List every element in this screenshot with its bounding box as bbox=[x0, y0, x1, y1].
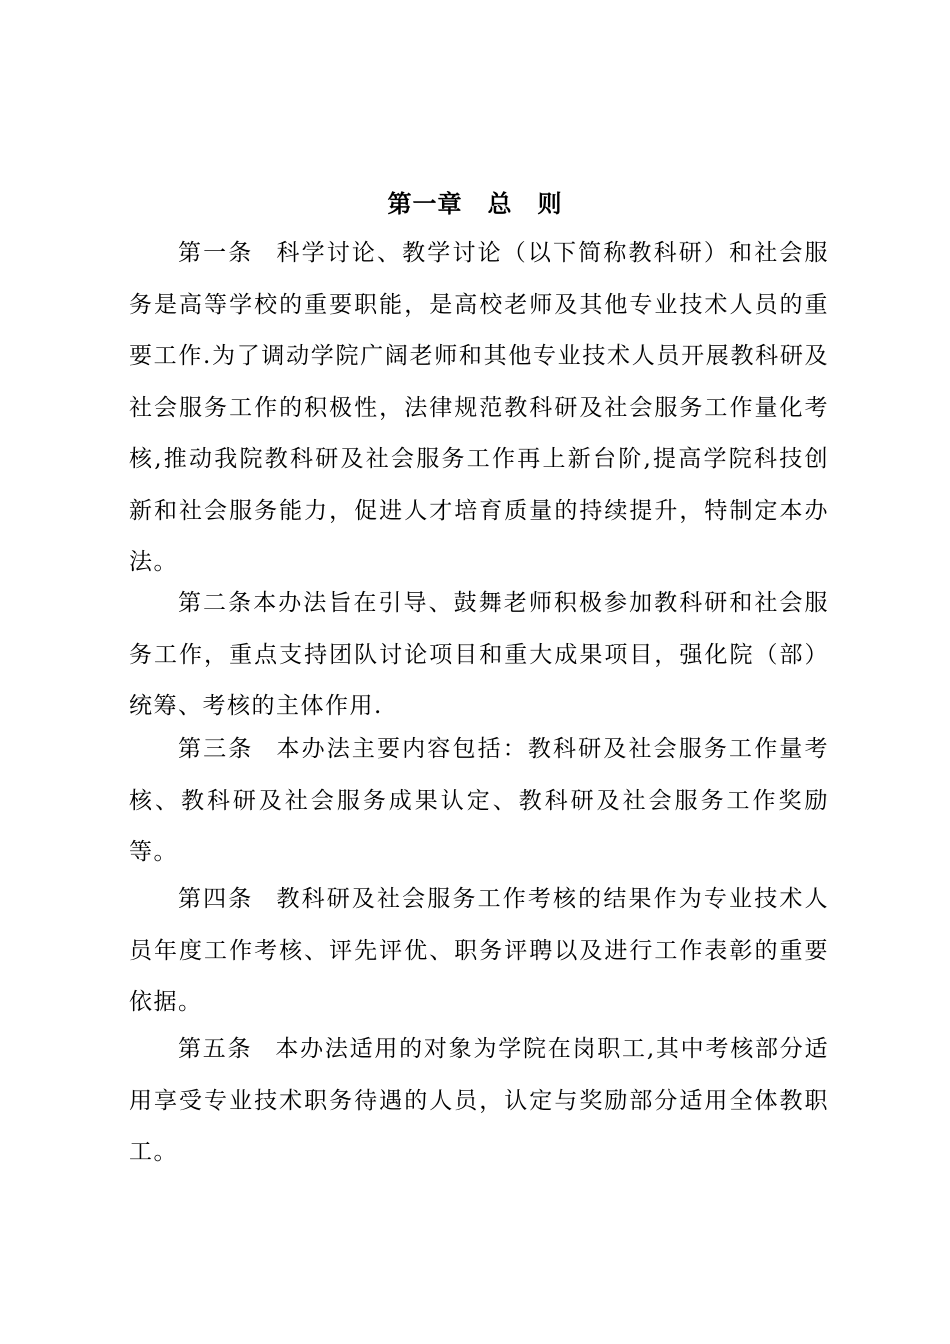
article-5-label: 第五条 bbox=[178, 1036, 253, 1062]
article-5 bbox=[129, 1024, 829, 1179]
article-4-text: 教科研及社会服务工作考核的结果作为专业技术人员年度工作考核、评先评优、职务评聘以及进行工作表彰的重要依据。 bbox=[129, 886, 829, 1015]
article-3-label: 第三条 bbox=[178, 736, 254, 762]
article-5-text: 本办法适用的对象为学院在岗职工,其中考核部分适用享受专业技术职务待遇的人员，认定与奖励部分适用全体教职工。 bbox=[129, 1036, 830, 1165]
article-2-text: 本办法旨在引导、鼓舞老师积极参加教科研和社会服务工作，重点支持团队讨论项目和重大成果项目，强化院（部）统筹、考核的主体作用. bbox=[129, 590, 830, 719]
article-4-label: 第四条 bbox=[178, 886, 254, 912]
article-2-label: 第二条 bbox=[178, 590, 254, 616]
article-2 bbox=[129, 578, 829, 733]
article-1-label: 第一条 bbox=[178, 240, 254, 266]
article-4 bbox=[129, 874, 829, 1029]
chapter-title: 第一章 总 则 bbox=[387, 189, 563, 218]
article-1 bbox=[129, 228, 829, 589]
article-3-text: 本办法主要内容包括：教科研及社会服务工作量考核、教科研及社会服务成果认定、教科研及社会服务工作奖励等。 bbox=[129, 736, 829, 865]
article-1-text: 科学讨论、教学讨论（以下简称教科研）和社会服务是高等学校的重要职能，是高校老师及其他专业技术人员的重要工作.为了调动学院广阔老师和其他专业技术人员开展教科研及社会服务工作的积极性，法律规范教科研及社会服务工作量化考核,推动我院教科研及社会服务工作再上新台阶,提高学院科技创新和社会服务能力，促进人才培育质量的持续提升，特制定本办法。 bbox=[129, 240, 829, 575]
article-3 bbox=[129, 724, 829, 879]
